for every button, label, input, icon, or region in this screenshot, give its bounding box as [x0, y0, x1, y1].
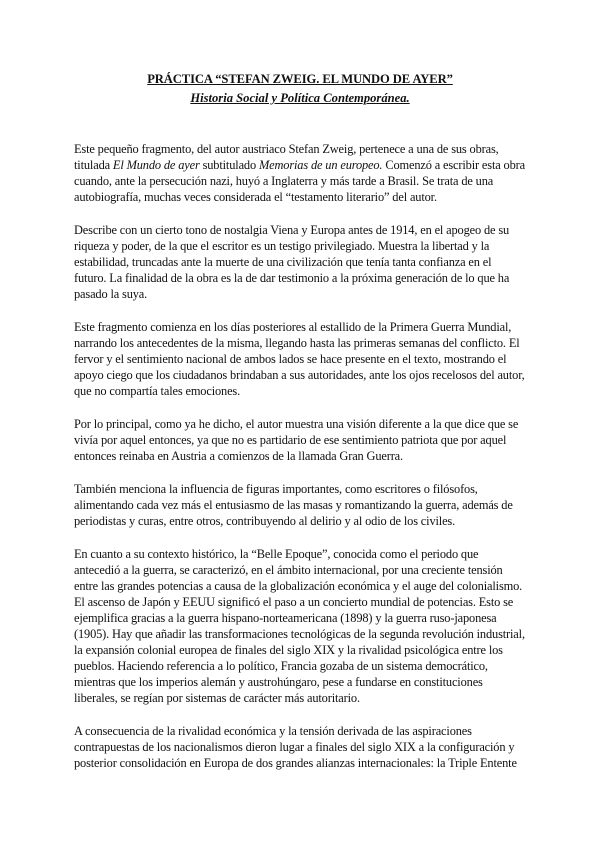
paragraph-line: Este pequeño fragmento, del autor austriaco Stefan Zweig, pertenece a una de sus obras, [74, 142, 499, 156]
paragraph-line: que no compartía tales emociones. [74, 384, 241, 398]
paragraph-line: liberales, se regían por sistemas de carácter más autoritario. [74, 691, 360, 705]
paragraph-line: Este fragmento comienza en los días posteriores al estallido de la Primera Guerra Mundial, [74, 320, 512, 334]
paragraph-line: contrapuestas de los nacionalismos dieron lugar a finales del siglo XIX a la configuración y [74, 740, 515, 754]
book-subtitle: Memorias de un europeo. [258, 158, 383, 172]
paragraph-line: A consecuencia de la rivalidad económica y la tensión derivada de las aspiraciones [74, 724, 472, 738]
paragraph-line: alimentando cada vez más el entusiasmo de las masas y romantizando la guerra, además de [74, 498, 513, 512]
paragraph-line: riqueza y poder, de la que el escritor es un testigo privilegiado. Muestra la libertad y la [74, 239, 490, 253]
paragraph-line: estabilidad, truncadas ante la muerte de una civilización que tenía tanta confianza en el [74, 255, 492, 269]
paragraph-line: titulada El Mundo de ayer subtitulado Memorias de un europeo. Comenzó a escribir esta obra [74, 158, 525, 172]
paragraph-line: entonces reinaba en Austria a comienzos de la llamada Gran Guerra. [74, 449, 403, 463]
paragraph-line: fervor y el sentimiento nacional de ambos lados se hace presente en el texto, mostrando el [74, 352, 507, 366]
paragraph-line: autobiografía, muchas veces considerada el “testamento literario” del autor. [74, 190, 437, 204]
paragraph-line: vivía por aquel entonces, ya que no es partidario de ese sentimiento patriota que por aquel [74, 433, 507, 447]
paragraph-line: apoyo ciego que los ciudadanos brindaban a sus autoridades, ante los ojos recelosos del autor, [74, 368, 525, 382]
paragraph-line: (1905). Hay que añadir las transformaciones tecnológicas de la segunda revolución industrial, [74, 627, 525, 641]
paragraph-line: Por lo principal, como ya he dicho, el autor muestra una visión diferente a la que dice que se [74, 417, 519, 431]
paragraph-line: pasado la suya. [74, 287, 148, 301]
paragraph-line: futuro. La finalidad de la obra es la de dar testimonio a la próxima generación de lo que ha [74, 271, 510, 285]
paragraph-line: ejemplifica gracias a la guerra hispano-norteamericana (1898) y la guerra ruso-japonesa [74, 611, 497, 625]
paragraph-line: pueblos. Haciendo referencia a lo político, Francia gozaba de un sistema democrático, [74, 659, 488, 673]
paragraph-line: mientras que los imperios alemán y austrohúngaro, pese a fundarse en constituciones [74, 675, 483, 689]
paragraph-line: También menciona la influencia de figuras importantes, como escritores o filósofos, [74, 482, 478, 496]
paragraph-line: entre las grandes potencias a causa de la globalización económica y el auge del colonialismo. [74, 579, 523, 593]
paragraph-line: la expansión colonial europea de finales del siglo XIX y la rivalidad psicológica entre los [74, 643, 503, 657]
document-subtitle: Historia Social y Política Contemporánea. [190, 91, 410, 105]
paragraph-line: narrando los antecedentes de la misma, llegando hasta las primeras semanas del conflicto. El [74, 336, 520, 350]
paragraph-line: En cuanto a su contexto histórico, la “Belle Epoque”, conocida como el periodo que [74, 547, 479, 561]
document-title: PRÁCTICA “STEFAN ZWEIG. EL MUNDO DE AYER” [147, 72, 453, 86]
paragraph-line: Describe con un cierto tono de nostalgia Viena y Europa antes de 1914, en el apogeo de su [74, 223, 510, 237]
paragraph-line: cuando, ante la persecución nazi, huyó a Inglaterra y más tarde a Brasil. Se trata de una [74, 174, 494, 188]
book-title: El Mundo de ayer [112, 158, 200, 172]
paragraph-line: El ascenso de Japón y EEUU significó el paso a un concierto mundial de potencias. Esto se [74, 595, 514, 609]
paragraph-line: posterior consolidación en Europa de dos grandes alianzas internacionales: la Triple Entente [74, 756, 517, 770]
paragraph-line: antecedió a la guerra, se caracterizó, en el ámbito internacional, por una creciente tensión [74, 563, 503, 577]
paragraph-line: periodistas y curas, entre otros, contribuyendo al delirio y al odio de los civiles. [74, 514, 456, 528]
